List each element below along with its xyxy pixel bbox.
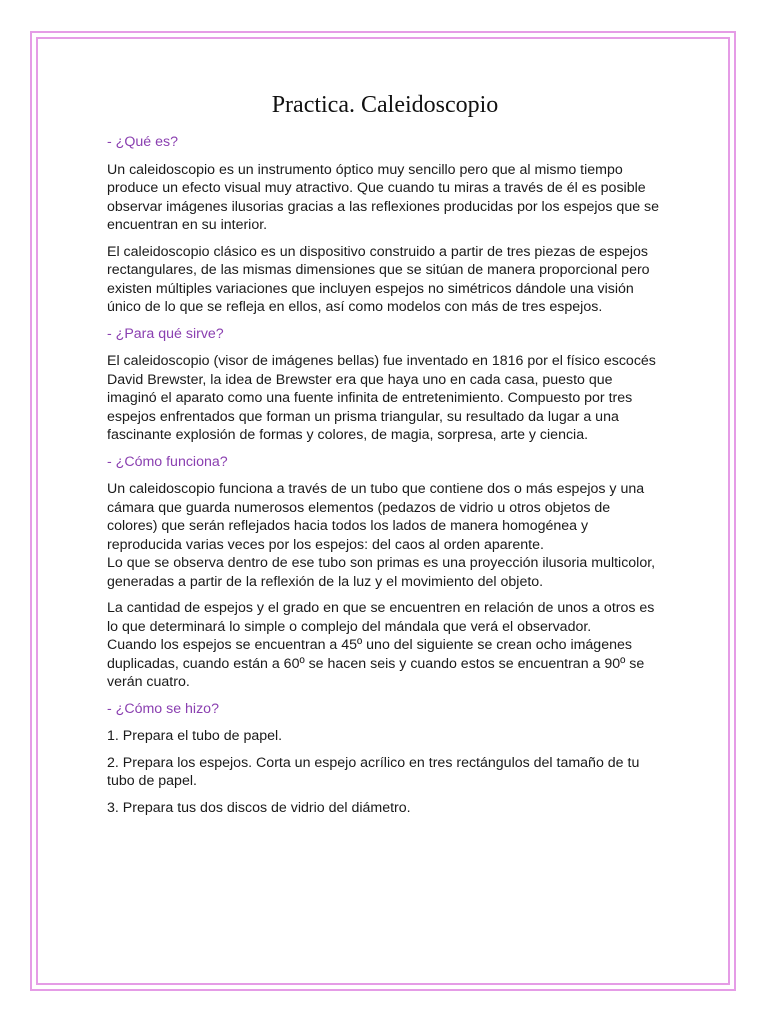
paragraph: Un caleidoscopio es un instrumento óptico muy sencillo pero que al mismo tiempo produce un efecto visual muy atractivo. Que cuando tu miras a través de él es posible observar imágenes ilusorias gracias a las reflexiones producidas por los espejos que se encuentran en su interior. bbox=[107, 161, 660, 233]
paragraph-line: Cuando los espejos se encuentran a 45º uno del siguiente se crean ocho imágenes duplicadas, cuando están a 60º se hacen seis y cuando estos se encuentran a 90º se verán cuatro. bbox=[107, 637, 645, 690]
section-heading-para-que-sirve: - ¿Para qué sirve? bbox=[107, 325, 224, 342]
section-heading-como-funciona: - ¿Cómo funciona? bbox=[107, 453, 228, 470]
paragraph-line: Lo que se observa dentro de ese tubo son primas es una proyección ilusoria multicolor, generadas a partir de la reflexión de la luz y el movimiento del objeto. bbox=[107, 555, 656, 590]
document-body bbox=[107, 90, 663, 825]
step-item: 2. Prepara los espejos. Corta un espejo acrílico en tres rectángulos del tamaño de tu tubo de papel. bbox=[107, 754, 640, 789]
document-title: Practica. Caleidoscopio bbox=[271, 92, 499, 118]
paragraph bbox=[107, 599, 663, 692]
step-item: 3. Prepara tus dos discos de vidrio del diámetro. bbox=[107, 799, 411, 816]
paragraph-line: La cantidad de espejos y el grado en que se encuentren en relación de unos a otros es lo que determinará lo simple o complejo del mándala que verá el observador. bbox=[107, 600, 655, 635]
paragraph: El caleidoscopio clásico es un dispositivo construido a partir de tres piezas de espejos rectangulares, de las mismas dimensiones que se sitúan de manera proporcional pero existen múltiples variaciones que incluyen espejos no simétricos dándole una visión único de lo que se refleja en ellos, así como modelos con más de tres espejos. bbox=[107, 243, 650, 315]
paragraph: El caleidoscopio (visor de imágenes bellas) fue inventado en 1816 por el físico escocés David Brewster, la idea de Brewster era que haya uno en cada casa, puesto que imaginó el aparato como una fuente infinita de entretenimiento. Compuesto por tres espejos enfrentados que forman un prisma triangular, su resultado da lugar a una fascinante explosión de formas y colores, de magia, sorpresa, arte y ciencia. bbox=[107, 353, 656, 443]
paragraph-line: Un caleidoscopio funciona a través de un tubo que contiene dos o más espejos y una cámara que guarda numerosos elementos (pedazos de vidrio u otros objetos de colores) que serán reflejados hacia todos los lados de manera homogénea y reproducida varias veces por los espejos: del caos al orden aparente. bbox=[107, 481, 645, 553]
step-item: 1. Prepara el tubo de papel. bbox=[107, 728, 283, 744]
section-heading-que-es: - ¿Qué es? bbox=[107, 134, 178, 150]
section-heading-como-se-hizo: - ¿Cómo se hizo? bbox=[107, 700, 219, 717]
paragraph bbox=[107, 480, 663, 591]
